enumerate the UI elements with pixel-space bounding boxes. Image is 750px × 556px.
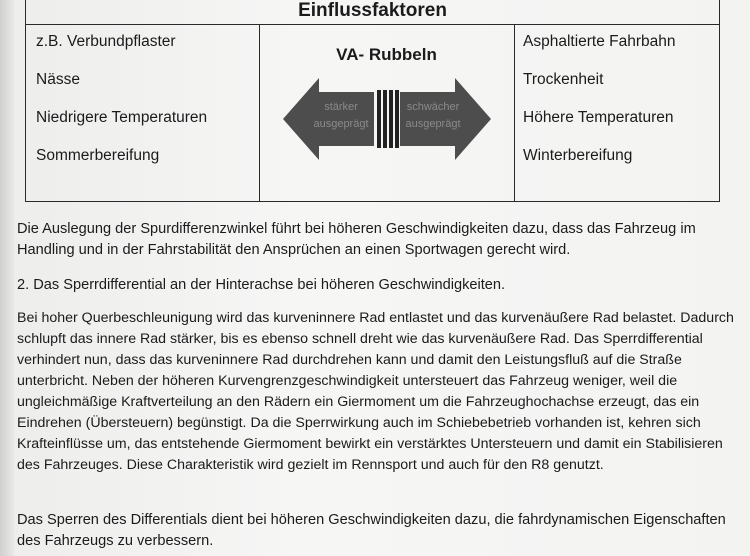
right-factor: Höhere Temperaturen: [523, 109, 674, 126]
paragraph-conclusion: Das Sperren des Differentials dient bei höheren Geschwindigkeiten dazu, die fahrdynamischen Eigenschaften des Fahrzeugs zu verbessern.: [17, 512, 726, 549]
double-arrow-diagram: [281, 74, 493, 164]
bar-mark: [389, 90, 393, 148]
bar-mark: [377, 90, 381, 148]
left-arrow-label: ausgeprägt: [313, 118, 369, 130]
left-factor: Niedrigere Temperaturen: [36, 109, 208, 126]
page-edge-shadow: [0, 0, 14, 556]
table-header: Einflussfaktoren: [26, 0, 719, 25]
paragraph-intro: Die Auslegung der Spurdifferenzwinkel führt bei höheren Geschwindigkeiten dazu, dass das Fahrzeug im Handling und in der Fahrstabilität den Ansprüchen an einen Sportwagen gerecht wird.: [17, 221, 696, 258]
right-arrow-label: ausgeprägt: [405, 118, 461, 130]
left-arrow-label: stärker: [324, 101, 358, 113]
left-factor: Nässe: [36, 71, 80, 88]
right-factor: Trockenheit: [523, 71, 604, 88]
left-factor: Sommerbereifung: [36, 147, 160, 164]
section-heading: 2. Das Sperrdifferential an der Hinterachse bei höheren Geschwindigkeiten.: [17, 277, 506, 293]
center-title: VA- Rubbeln: [336, 45, 437, 64]
right-factor: Winterbereifung: [523, 147, 633, 164]
right-arrow-label: schwächer: [406, 101, 460, 113]
bar-mark: [383, 90, 387, 148]
left-factor: z.B. Verbundpflaster: [36, 33, 176, 50]
bar-mark: [395, 90, 399, 148]
paragraph-body: Bei hoher Querbeschleunigung wird das kurveninnere Rad entlastet und das kurvenäußere Rad belastet. Dadurch schlupft das innere Rad stärker, bis es ebenso schnell dreht wie das kurvenäußere Rad. Das Sperrdifferential verhindert nun, dass das kurveninnere Rad durchdrehen kann und damit den Leistungsfluß auf die Straße unterbricht. Neben der höheren Kurvengrenzgeschwindigkeit untersteuert das Fahrzeug weniger, weil die ungleichmäßige Kraftverteilung an den Rädern ein Giermoment um die Fahrzeughochachse erzeugt, das ein Eindrehen (Übersteuern) begünstigt. Da die Sperrwirkung auch im Schiebebetrieb vorhanden ist, kehren sich Krafteinflüsse um, das entstehende Giermoment bewirkt ein verstärktes Untersteuern und damit ein Stabilisieren des Fahrzeuges. Diese Charakteristik wird gezielt im Rennsport und auch für den R8 genutzt.: [17, 310, 734, 473]
table-divider-right: [514, 24, 515, 201]
right-factor: Asphaltierte Fahrbahn: [523, 33, 676, 50]
factor-table: [25, 0, 720, 202]
